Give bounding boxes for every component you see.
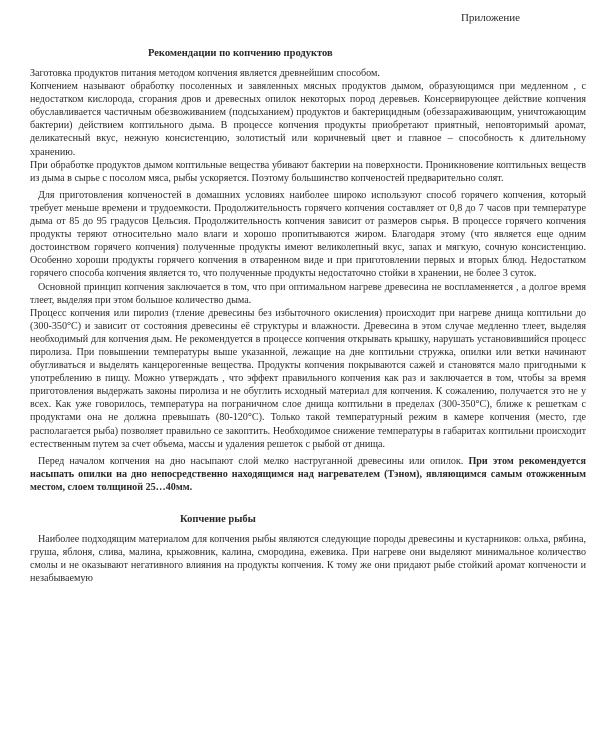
paragraph-definition: Копчением называют обработку посоленных и завяленных мясных продуктов дымом, образующимся при медленном , с недостатком кислорода, сгорания дров и древесных опилок некоторых пород деревьев. Консервирующее действие копчения обуславливается частичным обезвоживанием (подсыханием) продуктов и бактерицидным (обеззараживающим, уничтожающим бактерии) действием коптильного дыма. В процессе копчения продукты приобретают приятный, неповторимый аромат, деликатесный вкус, нежную консистенцию, золотистый или коричневый цвет и главное – способность к длительному хранению.	[30, 81, 586, 158]
paragraph-sawdust	[30, 455, 586, 494]
sawdust-text: Перед началом копчения на дно насыпают слой мелко наструганной древесины или опилок.	[38, 455, 464, 467]
document-title: Рекомендации по копчению продуктов	[148, 48, 333, 59]
paragraph-hot-smoking: Для приготовления копченостей в домашних условиях наиболее широко используют способ горячего копчения, который требует меньше времени и трудоемкости. Продолжительность горячего копчения составляет от 0,8 до 7 часов при температуре дыма от 85 до 95 градусов Цельсия. Продолжительность копчения зависит от размеров сырья. В процессе горячего копчения продукты теряют относительно мало влаги и хорошо пропитываются жиром. Благодаря этому (что является еще одним достоинством горячего копчения) полученные продукты имеют великолепный вкус, запах и мягкую, сочную консистенцию. Особенно хороши продукты горячего копчения в отваренном виде и при приготовлении первых и вторых блюд. Недостатком горячего способа копчения является то, что полученные продукты недостаточно стойки в хранении, не более 3 суток.	[30, 189, 586, 280]
paragraph-smoke-substances: При обработке продуктов дымом коптильные вещества убивают бактерии на поверхности. Проникновение коптильных веществ из дыма в сырье с посолом мяса, рыбы ускоряется. Поэтому большинство копченостей предварительно солят.	[30, 159, 586, 184]
appendix-label: Приложение	[460, 12, 520, 24]
paragraph-intro: Заготовка продуктов питания методом копчения является древнейшим способом.	[30, 68, 380, 79]
paragraph-principle: Основной принцип копчения заключается в том, что при оптимальном нагреве древесина не воспламеняется , а долгое время тлеет, выделяя при этом большое количество дыма.	[30, 281, 586, 306]
paragraph-fish-wood: Наиболее подходящим материалом для копчения рыбы являются следующие породы древесины и кустарников: ольха, рябина, груша, яблоня, слива, малина, крыжовник, калина, смородина, ежевика. При нагреве они выделяют минимальное количество смолы и не оказывают негативного влияния на продукты копчения. К тому же они придают рыбе стойкий аромат копчености и незабываемую	[30, 534, 586, 585]
paragraph-pyrolysis: Процесс копчения или пиролиз (тление древесины без избыточного окисления) происходит при нагреве днища коптильни до (300-350°С) и зависит от состояния древесины её структуры и влажности. Древесина в этом случае медленно тлеет, выделяя необходимый для копчения дым. Не рекомендуется в процессе копчения открывать крышку, нарушать установившийся процесс пиролиза. При повышении температуры выше указанной, лежащие на дне коптильни стружка, опилки или ветки начинают обугливаться и выделять канцерогенные вещества. Продукты копчения покрываются сажей и становятся мало пригодными к употреблению в пищу. Можно утверждать , что эффект правильного копчения как раз и заключается в том, чтобы за время приготовления выдержать законы пиролиза и не обуглить исходный материал для копчения. К сожалению, получается это не у всех. Как уже говорилось, температура на пограничном слое днища коптильни в пределах (300-350°С), ближе к решеткам с продуктами она не должна превышать (80-120°С). Только такой температурный режим в камере копчения (место, где располагается рыба) позволяет правильно се закоптить. Необходимое снижение температуры в габаритах коптильни происходит естественным путем за счет объема, массы и удаления решеток с рыбой от днища.	[30, 307, 586, 450]
sawdust-bold-recommendation: При этом рекомендуется насыпать опилки на дно непосредственно находящимся над нагревателем (Тэном), являющимся самым отожженным местом, слоем толщиной 25…40мм.	[30, 455, 586, 493]
section-title-fish: Копчение рыбы	[180, 514, 256, 525]
